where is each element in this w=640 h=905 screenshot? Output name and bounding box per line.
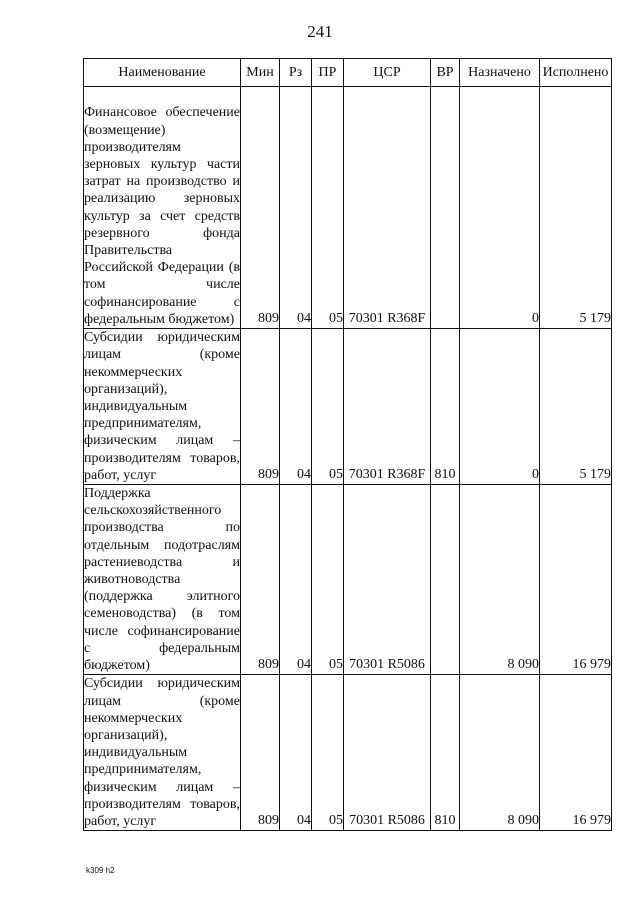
row-name: Субсидии юридическим лицам (кроме некоммерческих организаций), индивидуальным предпринимателям, физическим лицам – производителям товаров, работ, услуг (84, 676, 240, 830)
table-row (84, 329, 612, 485)
row-assigned: 0 (460, 87, 540, 329)
header-executed: Исполнено (540, 59, 612, 87)
row-executed: 5 179 (540, 87, 612, 329)
table-row (84, 675, 612, 831)
row-assigned: 8 090 (460, 675, 540, 831)
row-min: 809 (241, 675, 280, 831)
row-rz: 04 (280, 329, 312, 485)
table-row (84, 485, 612, 675)
table-row (84, 87, 612, 329)
row-pr: 05 (312, 87, 344, 329)
row-vr (431, 87, 460, 329)
row-csr: 70301 R5086 (344, 485, 431, 675)
header-min: Мин (241, 59, 280, 87)
header-csr: ЦСР (344, 59, 431, 87)
row-executed: 16 979 (540, 675, 612, 831)
header-vr: ВР (431, 59, 460, 87)
row-executed: 5 179 (540, 329, 612, 485)
row-assigned: 0 (460, 329, 540, 485)
footer-code: k309 h2 (86, 866, 115, 875)
page-number: 241 (307, 22, 333, 41)
budget-table (83, 58, 612, 831)
table-header-row (84, 59, 612, 87)
row-min: 809 (241, 329, 280, 485)
row-assigned: 8 090 (460, 485, 540, 675)
header-pr: ПР (312, 59, 344, 87)
row-rz: 04 (280, 485, 312, 675)
header-name: Наименование (84, 59, 241, 87)
row-name: Поддержка сельскохозяйственного производства по отдельным подотраслям растениеводства и животноводства (поддержка элитного семеноводства) (в том числе софинансирование с федеральным бюджетом) (84, 486, 240, 674)
row-vr: 810 (431, 329, 460, 485)
row-rz: 04 (280, 87, 312, 329)
header-rz: Рз (280, 59, 312, 87)
row-pr: 05 (312, 675, 344, 831)
row-executed: 16 979 (540, 485, 612, 675)
row-name: Субсидии юридическим лицам (кроме некоммерческих организаций), индивидуальным предпринимателям, физическим лицам – производителям товаров, работ, услуг (84, 330, 240, 483)
row-csr: 70301 R5086 (344, 675, 431, 831)
row-pr: 05 (312, 485, 344, 675)
row-rz: 04 (280, 675, 312, 831)
row-vr (431, 485, 460, 675)
header-assigned: Назначено (460, 59, 540, 87)
row-csr: 70301 R368F (344, 329, 431, 485)
row-csr: 70301 R368F (344, 87, 431, 329)
row-min: 809 (241, 485, 280, 675)
row-min: 809 (241, 87, 280, 329)
row-vr: 810 (431, 675, 460, 831)
row-pr: 05 (312, 329, 344, 485)
row-name: Финансовое обеспечение (возмещение) производителям зерновых культур части затрат на производство и реализацию зерновых культур за счет средств резервного фонда Правительства Российской Федерации (в том числе софинансирование с федеральным бюджетом) (84, 87, 241, 329)
